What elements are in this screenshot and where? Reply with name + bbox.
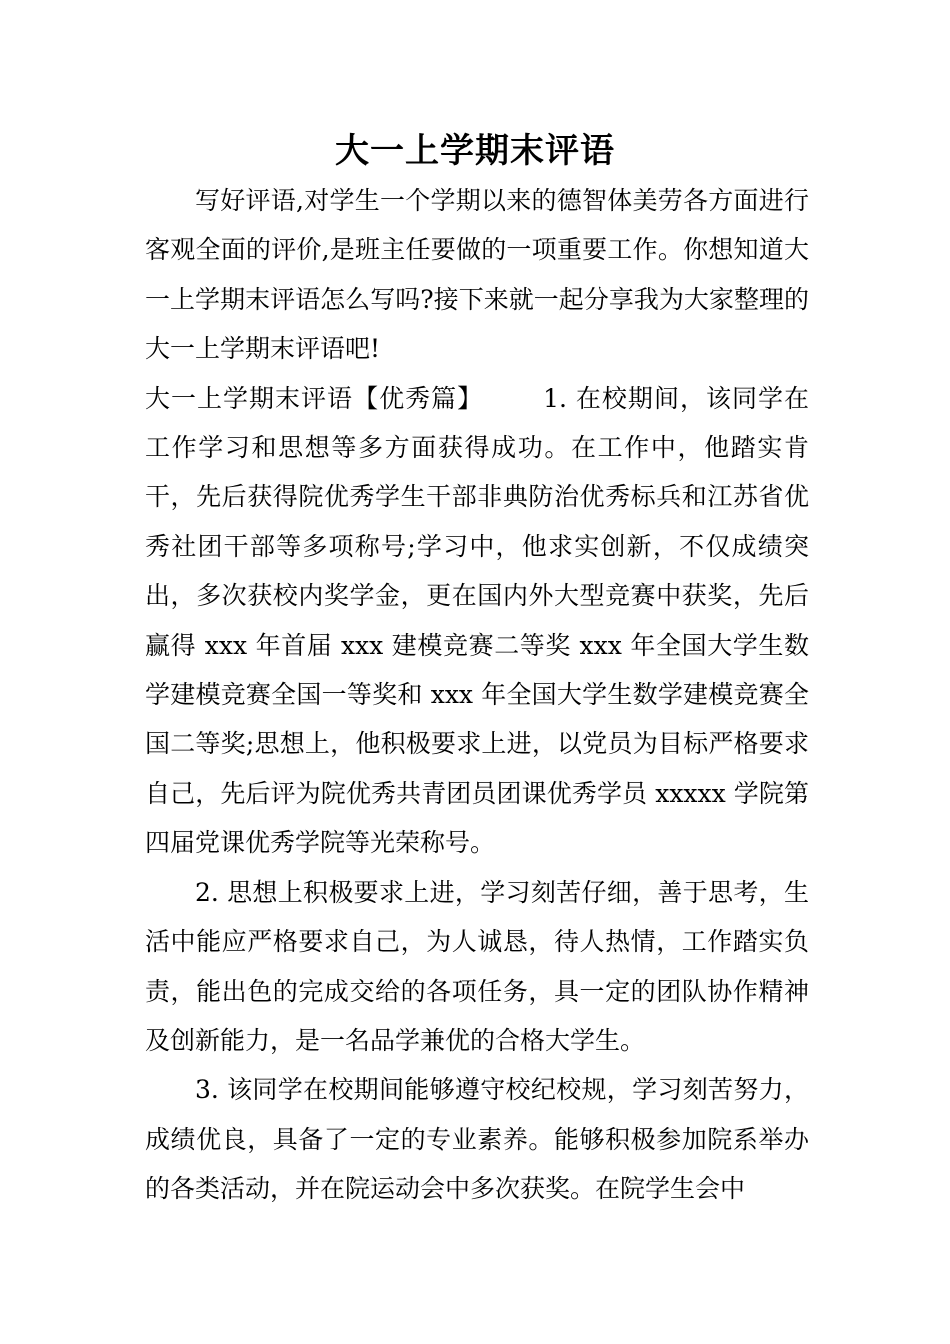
comment-item-1: 1. 在校期间，该同学在工作学习和思想等多方面获得成功。在工作中，他踏实肯干，先后获得院优秀学生干部非典防治优秀标兵和江苏省优秀社团干部等多项称号;学习中，他求实创新，不仅成绩突出，多次获校内奖学金，更在国内外大型竞赛中获奖，先后赢得 xxx 年首届 xxx 建模竞赛二等奖 xxx 年全国大学生数学建模竞赛全国一等奖和 xxx 年全国大学生数学建模竞赛全国二等奖;思想上，他积极要求上进，以党员为目标严格要求自己，先后评为院优秀共青团员团课优秀学员 xxxxx 学院第四届党课优秀学院等光荣称号。 bbox=[145, 383, 809, 858]
section-heading: 大一上学期末评语【优秀篇】 bbox=[145, 383, 484, 413]
excellent-section-paragraph bbox=[145, 374, 809, 868]
document-body bbox=[145, 176, 809, 1214]
intro-paragraph: 写好评语,对学生一个学期以来的德智体美劳各方面进行客观全面的评价,是班主任要做的一项重要工作。你想知道大一上学期末评语怎么写吗?接下来就一起分享我为大家整理的大一上学期末评语吧! bbox=[145, 186, 809, 364]
comment-item-2: 2. 思想上积极要求上进，学习刻苦仔细，善于思考，生活中能应严格要求自己，为人诚恳，待人热情，工作踏实负责，能出色的完成交给的各项任务，具一定的团队协作精神及创新能力，是一名品学兼优的合格大学生。 bbox=[145, 877, 809, 1055]
comment-item-3: 3. 该同学在校期间能够遵守校纪校规，学习刻苦努力，成绩优良，具备了一定的专业素养。能够积极参加院系举办的各类活动，并在院运动会中多次获奖。在院学生会中 bbox=[145, 1075, 809, 1204]
page-title: 大一上学期末评语 bbox=[335, 131, 615, 171]
